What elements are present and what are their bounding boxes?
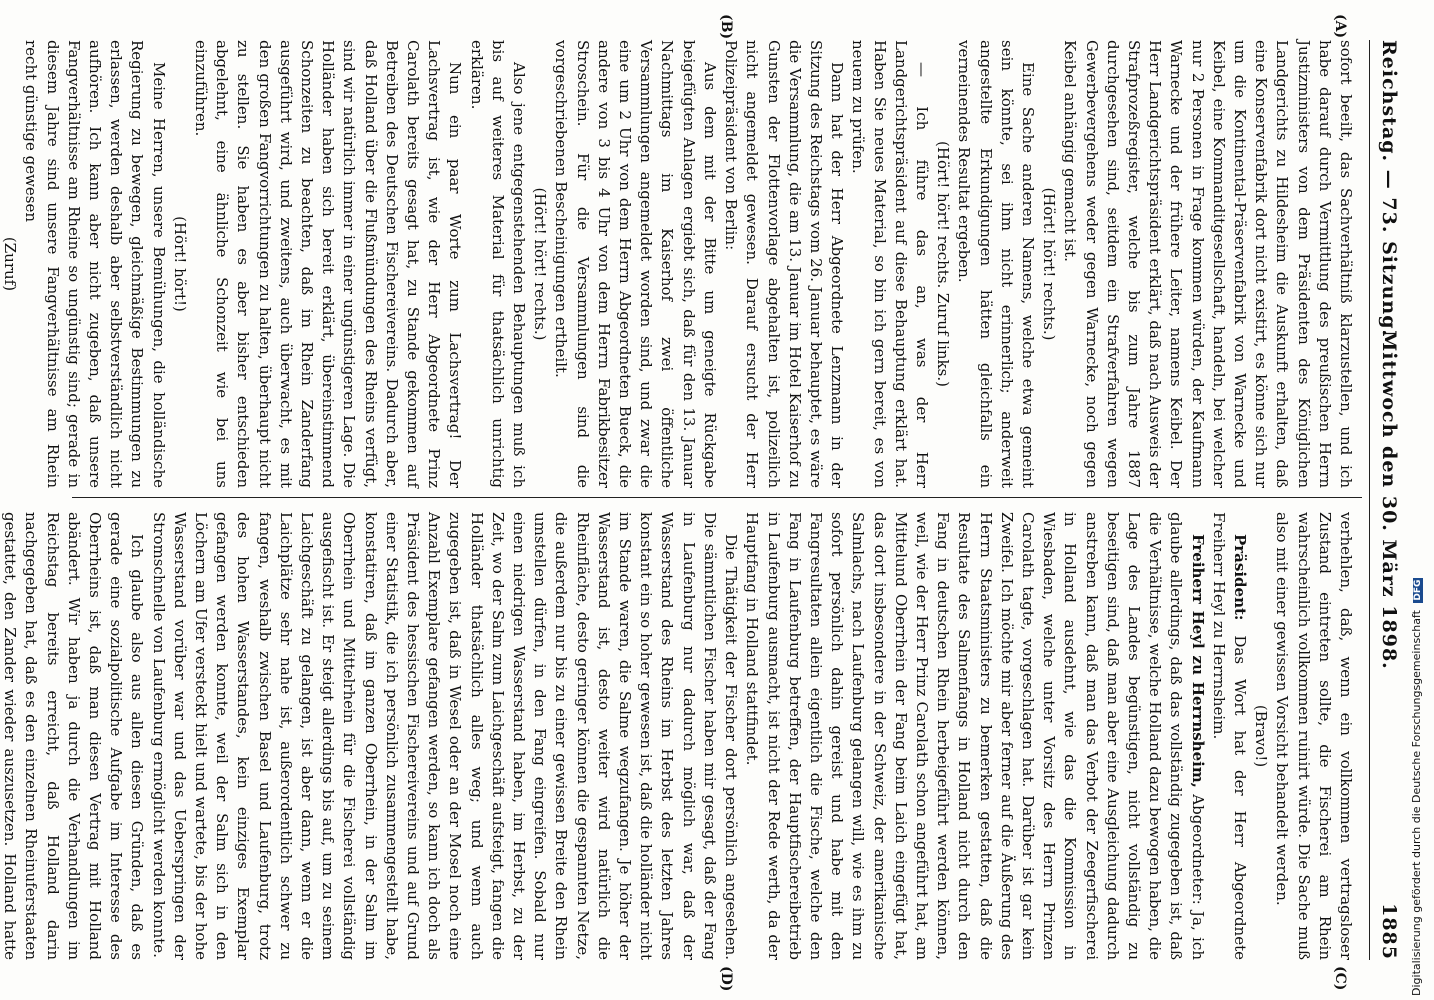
speaker-name: Präsident:	[1230, 534, 1249, 621]
paragraph: — Ich führe das an, was der Herr Landgerichtspräsident auf diese Behauptung erklärt hat. Haben Sie neues Material, so bin ich gern bereit, es von neuem zu prüfen.	[849, 40, 931, 488]
speaker-paragraph	[1208, 512, 1250, 960]
speaker-name: Freiherr Heyl zu Herrnsheim,	[1188, 534, 1207, 788]
speaker-text: Abgeordneter: Ja, ich glaube allerdings, daß das vollständig zugegeben ist, daß die Verhältnisse, welche Holland dazu bewogen haben, die Lage des Landes begünstigen, nicht vollständig zu beseitigen sind, daß man aber eine Ausgleichung dadurch anstreben kann, daß man das Verbot der Zeegerfischerei in Holland ausdehnt, wie das die Kommission in Wiesbaden, welche unter Vorsitz des Herrn Prinzen Carolath tagte, vorgeschlagen hat. Darüber ist gar kein Zweifel. Ich möchte mir aber ferner auf die Äußerung des Herrn Staatsministers zu bemerken gestatten, daß die Resultate des Salmenfangs in Holland nicht durch den Fang in deutschen Rhein herbeigeführt werden können, weil, wie der Herr Prinz Carolath schon angeführt hat, am Mittelund Oberrhein der Fang beim Laich eingefügt hat, das dort insbesondere in der Schweiz, der amerikanische Salmlachs, nach Laufenburg gelangen will, wie es ihm zu sofort persönlich dahin gereist und habe mit den Fangresultaten allein eigentlich die Fische, welche den Fang in Laufenburg betreffen, der Hauptfischereibetrieb in Laufenburg ausmacht, ist nicht der Rede werth, da der Hauptfang in Holland stattfindet.	[743, 512, 1207, 960]
paragraph: Aus dem mit der Bitte um geneigte Rückgabe beigefügten Anlagen ergiebt sich, daß für den 13. Januar Nachmittags im Kaiserhof zwei öffentliche Versammlungen angemeldet worden sind, und zwar die eine um 2 Uhr von dem Herrn Abgeordneten Bueck, die andere von 3 bis 4 Uhr von dem Herrn Fabrikbesitzer Stroschein. Für die Versammlungen sind die vorgeschriebenen Bescheinigungen ertheilt.	[552, 40, 719, 488]
left-column	[1, 40, 1356, 488]
paragraph: Dann hat der Herr Abgeordnete Lenzmann in der Sitzung des Reichstags vom 26. Januar behauptet, es wäre die Versammlung, die am 13. Januar im Hotel Kaiserhof zu Gunsten der Flottenvorlage abgehalten ist, polizeilich nicht angemeldet gewesen. Darauf ersucht der Herr Polizeipräsident von Berlin:	[722, 40, 847, 488]
paragraph: Also jene entgegenstehenden Behauptungen muß ich bis auf weiteres Material für thatsächlich unrichtig erklären.	[467, 40, 529, 488]
interjection: (Hört! hört! rechts.)	[1040, 187, 1059, 341]
paragraph: Die Thätigkeit der Fischer dort persönlich angesehen. Die sämmtlichen Fischer haben mir gesagt, daß der Fang in Laufenburg nur dadurch möglich war, daß der Wasserstand des Rheins im Herbst des letzten Jahres konstant ein so hoher gewesen ist, daß die holländer nicht im Stande waren, die Salme wegzufangen. Je höher der Wasserstand ist, desto weiter wird natürlich die Rheinfläche, desto geringer können die gespannten Netze, die außerdem nur bis zu einer gewissen Breite den Rhein umstellen dürfen, in den Fang eingreifen. Sobald nur einen niedrigen Wasserstand haben, im Herbst, zu der Zeit, wo der Salm zum Laichgeschäft aufsteigt, fangen die Holländer thatsächlich alles weg; und wenn auch zugegeben ist, daß in Wesel oder an der Mosel noch eine Anzahl Exemplare gefangen werden, so kann ich doch als Präsident des hessischen Fischereivereins und auf Grund einer Statistik, die ich persönlich zusammengestellt habe, konstatiren, daß im ganzen Oberrhein, in der Salm im Oberrhein und Mittelrhein für die Fischerei vollständig ausgefischt ist. Er steigt allerdings bis auf, um zu seinem Laichgeschäft zu gelangen, ist aber dann, wenn er die Laichplätze sehr nahe ist, außerordentlich schwer zu fangen, weshalb zwischen Basel und Laufenburg, trotz des hohen Wasserstandes, kein einziges Exemplar gefangen werden konnte, weil der Salm sich in den Löchern am Ufer versteckt hielt und wartete, bis der hohe Wasserstand vorüber war und das Ueberspringen der Stromschnelle von Laufenburg ermöglicht werden konnte.	[149, 512, 741, 960]
interjection: (Hört! hört! rechts. Zuruf links.)	[934, 141, 953, 387]
paragraph: Eine Sache anderen Namens, welche etwa gemeint sein könnte, sei ihm nicht erinnerlich; anderweit angestellte Erkundigungen hätten gleichfalls ein verneinendes Resultat ergeben.	[955, 40, 1037, 488]
column-divider	[72, 497, 1362, 498]
margin-mark-c: (C)	[1332, 966, 1348, 991]
interjection: (Hört! hört!)	[170, 216, 189, 312]
margin-mark-a: (A)	[1332, 14, 1348, 39]
right-column	[1, 512, 1356, 960]
paragraph: sofort beeilt, das Sachverhältniß klarzustellen, und ich habe darauf durch Vermittlung des preußischen Herrn Justizministers von dem Präsidenten des Königlichen Landgerichts zu Hildesheim die Auskunft erhalten, daß eine Konservenfabrik dort nicht existirt, es könne sich nur um die Kontinental-Präservenfabrik von Warnecke und Keibel, eine Kommanditgesellschaft, handeln, bei welcher nur 2 Personen in Frage kommen würden, der Kaufmann Warnecke und der frühere Leiter, namens Keibel. Der Herr Landgerichtspräsident erklärt, daß nach Ausweis der Strafprozeßregister, welche bis zum Jahre 1887 durchgesehen sind, seitdem ein Strafverfahren wegen Gewerbevergehens weder gegen Warnecke, noch gegen Keibel anhängig gemacht ist.	[1061, 40, 1355, 488]
margin-mark-d: (D)	[718, 966, 734, 992]
interjection: (Zuruf)	[1, 236, 20, 292]
credit-text: Digitalisierung gefördert durch die Deutsche Forschungsgemeinschaft	[1410, 610, 1423, 996]
margin-mark-b: (B)	[718, 14, 734, 40]
paragraph: Nun ein paar Worte zum Lachsvertrag! Der Lachsvertrag ist, wie der Herr Abgeordnete Prinz Carolath bereits gesagt hat, zu Stande gekommen auf Betreiben des Deutschen Fischereivereins. Dadurch aber, daß Holland über die Flußmündungen des Rheins verfügt, sind wir natürlich immer in einer ungünstigeren Lage. Die Holländer haben sich bereit erklärt, übereinstimmend Schonzeiten zu beachten, daß im Rhein Zanderfang ausgeführt wird, und zweitens, auch überwacht, es mit den großen Fangvorrichtungen zu halten, überhaupt nicht zu stellen. Sie haben es aber bisher entschieden abgelehnt, eine ähnliche Schonzeit wie bei uns einzuführen.	[192, 40, 465, 488]
speaker-paragraph	[741, 512, 1207, 960]
paragraph: verhehlen, daß, wenn ein vollkommen vertragsloser Zustand eintreten sollte, die Fischerei am Rhein wahrscheinlich vollkommen ruinirt würde. Die Sache muß also mit einer gewissen Vorsicht behandelt werden.	[1273, 512, 1355, 960]
dfg-logo: DFG	[1413, 579, 1423, 601]
page-header	[1370, 40, 1400, 960]
header-left: Reichstag. — 73. Sitzung.	[1378, 40, 1400, 338]
header-date: Mittwoch den 30. März 1898.	[1378, 330, 1400, 670]
header-rule	[1369, 40, 1370, 960]
paragraph: Meine Herren, unsere Bemühungen, die holländische Regierung zu bewegen, gleichmäßige Bestimmungen zu erlassen, werden deshalb aber selbstverständlich nicht aufhören. Ich kann aber nicht zugeben, daß unsere Fangverhältnisse am Rheine so ungünstig sind; gerade in diesem Jahre sind unsere Fangverhältnisse am Rhein recht günstige gewesen	[22, 40, 168, 488]
digitization-credit	[1410, 579, 1430, 996]
page-number: 1885	[1378, 903, 1400, 960]
speaker-text: Das Wort hat der Herr Abgeordnete Freiherr Heyl zu Herrnsheim.	[1209, 512, 1249, 960]
paragraph: Ich glaube also aus allen diesen Gründen, daß es gerade eine sozialpolitische Aufgabe im Interesse des Oberrheins ist, daß man diesen Vertrag mit Holland abändert. Wir haben ja durch die Verhandlungen im Reichstag bereits erreicht, daß Holland darin nachgegeben hat, daß es den einzelnen Rheinuferstaaten gestattet, den Zander wieder auszusetzen. Holland hatte	[1, 512, 147, 960]
interjection: (Bravo!)	[1252, 704, 1271, 768]
interjection: (Hört! hört! rechts.)	[531, 187, 550, 341]
